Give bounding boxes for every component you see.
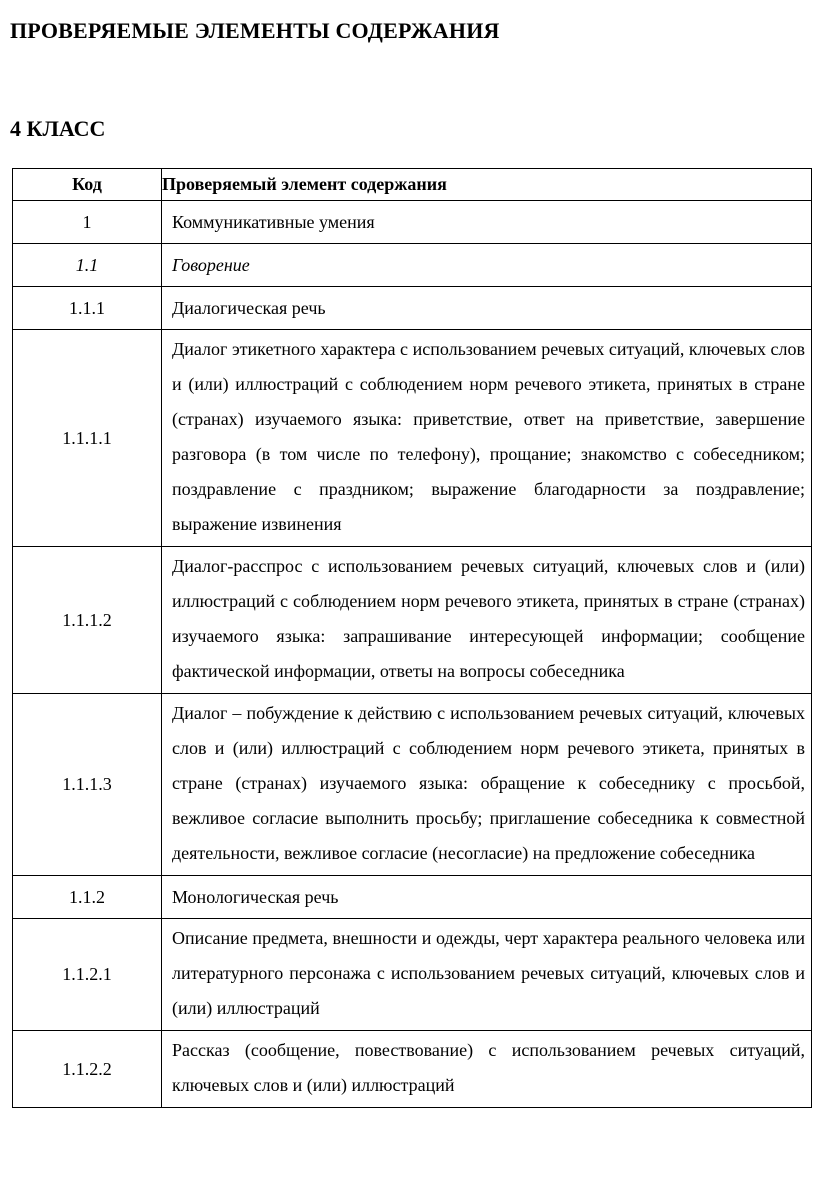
table-row: [13, 919, 812, 1031]
table-header-row: [13, 169, 812, 201]
content-elements-table: [12, 168, 812, 1108]
row-code: 1: [13, 201, 162, 244]
table-row: [13, 201, 812, 244]
row-text: Диалогическая речь: [162, 287, 812, 330]
row-text: Говорение: [162, 244, 812, 287]
header-element: Проверяемый элемент содержания: [162, 169, 812, 201]
row-text: Диалог – побуждение к действию с использованием речевых ситуаций, ключевых слов и (или) иллюстраций с соблюдением норм речевого этикета, принятых в стране (странах) изучаемого языка: обращение к собеседнику с просьбой, вежливое согласие выполнить просьбу; приглашение собеседника к совместной деятельности, вежливое согласие (несогласие) на предложение собеседника: [162, 694, 812, 876]
row-code: 1.1.1: [13, 287, 162, 330]
row-text: Рассказ (сообщение, повествование) с использованием речевых ситуаций, ключевых слов и (или) иллюстраций: [162, 1031, 812, 1108]
row-text: Описание предмета, внешности и одежды, черт характера реального человека или литературного персонажа с использованием речевых ситуаций, ключевых слов и (или) иллюстраций: [162, 919, 812, 1031]
row-code: 1.1.1.2: [13, 547, 162, 694]
row-code: 1.1.1.1: [13, 330, 162, 547]
table-row: [13, 287, 812, 330]
row-text: Диалог этикетного характера с использованием речевых ситуаций, ключевых слов и (или) иллюстраций с соблюдением норм речевого этикета, принятых в стране (странах) изучаемого языка: приветствие, ответ на приветствие, завершение разговора (в том числе по телефону), прощание; знакомство с собеседником; поздравление с праздником; выражение благодарности за поздравление; выражение извинения: [162, 330, 812, 547]
row-text: Монологическая речь: [162, 876, 812, 919]
table-row: [13, 694, 812, 876]
row-code: 1.1.2: [13, 876, 162, 919]
table-row: [13, 330, 812, 547]
row-text: Коммуникативные умения: [162, 201, 812, 244]
table-row: [13, 547, 812, 694]
row-code: 1.1.2.2: [13, 1031, 162, 1108]
document-title: ПРОВЕРЯЕМЫЕ ЭЛЕМЕНТЫ СОДЕРЖАНИЯ: [10, 18, 500, 43]
row-text: Диалог-расспрос с использованием речевых ситуаций, ключевых слов и (или) иллюстраций с соблюдением норм речевого этикета, принятых в стране (странах) изучаемого языка: запрашивание интересующей информации; сообщение фактической информации, ответы на вопросы собеседника: [162, 547, 812, 694]
header-code: Код: [13, 169, 162, 201]
table-row: [13, 1031, 812, 1108]
row-code: 1.1.2.1: [13, 919, 162, 1031]
table-row: [13, 876, 812, 919]
table-row: [13, 244, 812, 287]
grade-heading: 4 КЛАСС: [10, 116, 106, 141]
row-code: 1.1.1.3: [13, 694, 162, 876]
row-code: 1.1: [13, 244, 162, 287]
